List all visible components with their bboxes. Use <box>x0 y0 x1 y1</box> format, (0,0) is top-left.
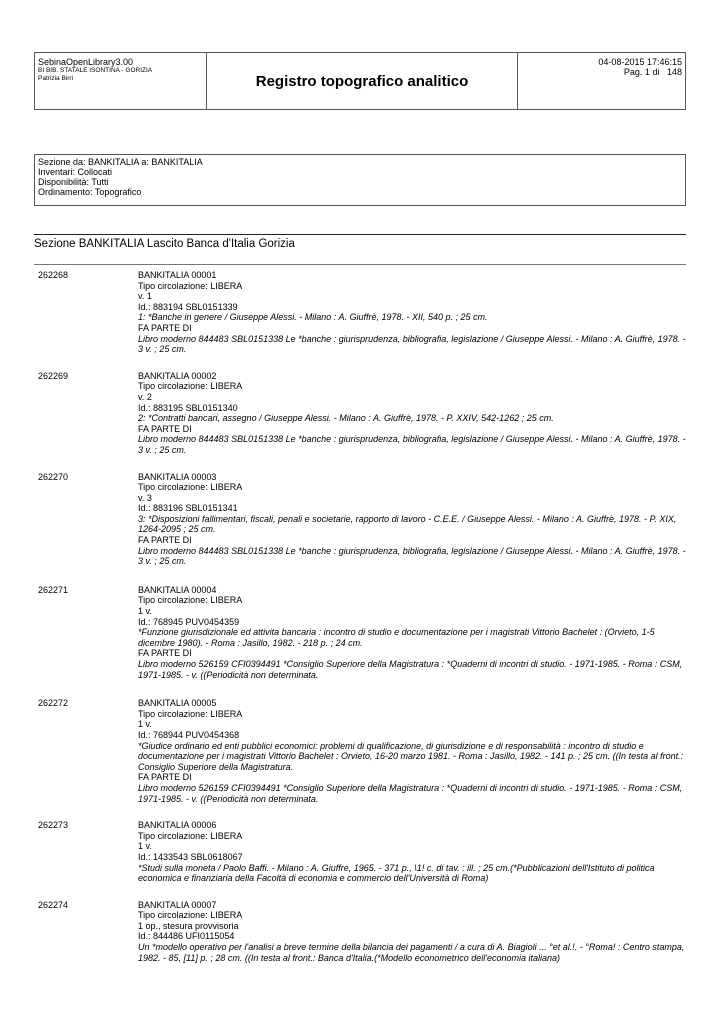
filter-availability: Disponibilità: Tutti <box>38 177 109 187</box>
filter-section: Sezione da: BANKITALIA a: BANKITALIA <box>38 157 203 167</box>
entry-line: Id.: 883195 SBL0151340 <box>138 402 238 413</box>
entry-line: 1 op., stesura provvisoria <box>138 920 239 931</box>
entry-line: Tipo circolazione: LIBERA <box>138 595 243 606</box>
entry-line: BANKITALIA 00004 <box>138 584 217 595</box>
bibliographic-description: Libro moderno 844483 SBL0151338 Le *banche : giurisprudenza, bibliografia, legislazione / Giuseppe Alessi. - Milano : A. Giuffrè, 1978. - 3 v. ; 25 cm. <box>138 333 686 355</box>
entry-details <box>138 270 690 355</box>
entry-details <box>138 820 690 884</box>
entry-line: BANKITALIA 00003 <box>138 471 217 482</box>
catalog-entry <box>34 820 690 884</box>
entry-line: Id.: 883194 SBL0151339 <box>138 301 238 312</box>
bibliographic-description: Libro moderno 526159 CFI0394491 *Consiglio Superiore della Magistratura : *Quaderni di incontri di studio. - 1971-1985. - Roma : CSM, 1971-1985. - v. ((Periodicità non determinata. <box>138 782 683 804</box>
entry-line: 1 v. <box>138 841 152 852</box>
inventory-number: 262273 <box>38 820 69 831</box>
bibliographic-description: Libro moderno 844483 SBL0151338 Le *banche : giurisprudenza, bibliografia, legislazione / Giuseppe Alessi. - Milano : A. Giuffrè, 1978. - 3 v. ; 25 cm. <box>138 434 686 455</box>
entry-line: Id.: 768945 PUV0454359 <box>138 616 240 627</box>
entry-line: Tipo circolazione: LIBERA <box>138 830 243 841</box>
inventory-number: 262271 <box>38 584 69 595</box>
entry-line: Id.: 1433543 SBL0618067 <box>138 851 243 862</box>
page-label: Pag. <box>623 67 643 77</box>
report-title: Registro topografico analitico <box>255 73 469 90</box>
filter-box <box>34 154 686 206</box>
entry-line: 1 v. <box>138 719 152 730</box>
of-label: di <box>652 67 660 77</box>
entry-line: BANKITALIA 00006 <box>138 820 217 831</box>
entry-line: BANKITALIA 00001 <box>138 270 217 280</box>
entry-line: v. 3 <box>138 492 152 503</box>
catalog-entry <box>34 371 690 456</box>
report-header <box>34 52 686 110</box>
entry-line: Tipo circolazione: LIBERA <box>138 381 243 392</box>
bibliographic-description: 2: *Contratti bancari, assegno / Giuseppe Alessi. - Milano : A. Giuffrè, 1978. - P. XXIV, 542-1262 ; 25 cm. <box>138 413 554 424</box>
bibliographic-description: 3: *Disposizioni fallimentari, fiscali, penali e societarie, rapporto di lavoro - C.E.E. / Giuseppe Alessi. - Milano : A. Giuffrè, 1978. - P. XIX, 1264-2095 ; 25 cm. <box>138 513 677 535</box>
page-number: 1 <box>644 67 650 77</box>
catalog-entry <box>34 698 690 804</box>
entry-line: FA PARTE DI <box>138 322 192 333</box>
entry-line: FA PARTE DI <box>138 772 192 783</box>
entry-details <box>138 472 690 567</box>
entry-line: BANKITALIA 00007 <box>138 899 217 910</box>
bibliographic-description: *Studi sulla moneta / Paolo Baffi. - Milano : A. Giuffre, 1965. - 371 p., \1! c. di tav. : ill. ; 25 cm.(*Pubblicazioni dell'Istituto di politica economica e finanziaria della Facoltà di economia e commercio dell'Università di Roma) <box>138 862 655 884</box>
entry-line: Id.: 883196 SBL0151341 <box>138 503 238 514</box>
entry-line: BANKITALIA 00005 <box>138 698 217 709</box>
library-name: SebinaOpenLibrary3.00 <box>38 57 134 67</box>
catalog-entry <box>34 270 690 355</box>
catalog-entry <box>34 472 690 567</box>
filter-ordering: Ordinamento: Topografico <box>38 187 142 197</box>
user-name: Patrizia Birri <box>38 75 74 82</box>
entry-line: FA PARTE DI <box>138 423 192 434</box>
entry-line: v. 2 <box>138 391 152 402</box>
meta-cell <box>518 53 685 109</box>
entry-details <box>138 900 690 964</box>
title-cell <box>207 53 518 109</box>
bibliographic-description: 1: *Banche in genere / Giuseppe Alessi. - Milano : A. Giuffrè, 1978. - XII, 540 p. ; 25 cm. <box>138 312 488 323</box>
library-info <box>35 53 207 109</box>
section-bottom-rule <box>34 264 686 265</box>
filter-inventory: Inventari: Collocati <box>38 167 113 177</box>
entry-list <box>34 270 690 963</box>
inventory-number: 262270 <box>38 471 69 482</box>
section-top-rule <box>34 234 686 235</box>
entry-line: Tipo circolazione: LIBERA <box>138 482 243 493</box>
entry-line: 1 v. <box>138 606 152 617</box>
institution-name: BI BIB. STATALE ISONTINA - GORIZIA <box>38 67 153 74</box>
entry-line: Tipo circolazione: LIBERA <box>138 910 243 921</box>
entry-line: BANKITALIA 00002 <box>138 370 217 381</box>
entry-line: Id.: 768944 PUV0454368 <box>138 729 240 740</box>
inventory-number: 262269 <box>38 370 69 381</box>
entry-line: Tipo circolazione: LIBERA <box>138 280 243 291</box>
entry-line: v. 1 <box>138 291 152 302</box>
bibliographic-description: Libro moderno 526159 CFI0394491 *Consiglio Superiore della Magistratura : *Quaderni di incontri di studio. - 1971-1985. - Roma : CSM, 1971-1985. - v. ((Periodicità non determinata. <box>138 659 683 680</box>
entry-line: FA PARTE DI <box>138 648 192 659</box>
catalog-entry <box>34 585 690 680</box>
entry-line: FA PARTE DI <box>138 535 192 546</box>
entry-line: Tipo circolazione: LIBERA <box>138 708 243 719</box>
entry-details <box>138 698 690 804</box>
entry-details <box>138 371 690 456</box>
entry-details <box>138 585 690 680</box>
bibliographic-description: Un *modello operativo per l'analisi a breve termine della bilancia dei pagamenti / a cura di A. Biagioli ... °et al.!. - °Roma! : Centro stampa, 1982. - 85, [11] p. ; 28 cm. ((In testa al front.: Banca d'Italia.(*Modello econometrico dell'economia italiana) <box>138 942 685 963</box>
total-pages: 148 <box>666 67 682 77</box>
inventory-number: 262272 <box>38 698 69 709</box>
section-title: Sezione BANKITALIA Lascito Banca d'Italia Gorizia <box>34 238 295 250</box>
page-indicator <box>624 67 682 77</box>
bibliographic-description: *Funzione giurisdizionale ed attivita bancaria : incontro di studio e documentazione per i magistrati Vittorio Bachelet : (Orvieto, 1-5 dicembre 1980). - Roma : Jasillo, 1982. - 218 p. ; 24 cm. <box>138 627 655 648</box>
entry-line: Id.: 844486 UFI0115054 <box>138 931 235 942</box>
bibliographic-description: *Giudice ordinario ed enti pubblici economici: problemi di qualificazione, di giurisdizione e di responsabilità : incontro di studio e documentazione per i magistrati Vittorio Bachelet : Orvieto, 16-20 marzo 1981. - Roma : Jasillo, 1982. - 141 p. ; 25 cm. ((In testa al front.: Consiglio Superiore della Magistratura. <box>138 740 684 772</box>
inventory-number: 262274 <box>38 899 69 910</box>
catalog-entry <box>34 900 690 964</box>
timestamp: 04-08-2015 17:46:15 <box>598 57 682 67</box>
bibliographic-description: Libro moderno 844483 SBL0151338 Le *banche : giurisprudenza, bibliografia, legislazione / Giuseppe Alessi. - Milano : A. Giuffrè, 1978. - 3 v. ; 25 cm. <box>138 545 686 567</box>
inventory-number: 262268 <box>38 270 69 280</box>
